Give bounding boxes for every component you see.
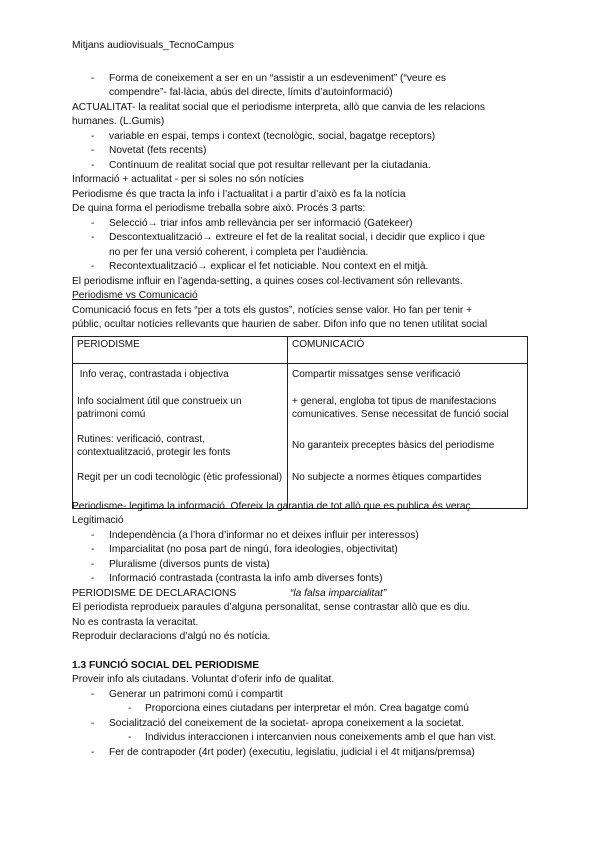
sub-bullet-dash: - bbox=[128, 732, 132, 743]
declarations-quote: “la falsa imparcialitat” bbox=[290, 588, 387, 599]
bullet-dash: - bbox=[91, 145, 95, 156]
table-cell: Info veraç, contrastada i objectiva bbox=[73, 364, 288, 392]
paragraph: Periodisme- legitima la informació. Ofereix la garantia de tot allò que es publica és veraç. bbox=[72, 501, 474, 512]
paragraph: humanes. (L.Gumis) bbox=[72, 116, 165, 127]
paragraph: Periodisme és que tracta la info i l’actualitat i a partir d’això es fa la notícia bbox=[72, 189, 406, 200]
table-cell: Rutines: verificació, contrast, contextualització, protegir les fonts bbox=[73, 432, 288, 464]
bullet-text: Novetat (fets recents) bbox=[109, 145, 207, 156]
paragraph: Legitimació bbox=[72, 515, 124, 526]
paragraph: ACTUALITAT- la realitat social que el periodisme interpreta, allò que canvia de les relacions bbox=[72, 102, 485, 113]
bullet-dash: - bbox=[91, 689, 95, 700]
table-header-cell: PERIODISME bbox=[73, 337, 288, 364]
sub-bullet-text: Individus interaccionen i intercanvien nous coneixements amb el que han vist. bbox=[145, 732, 497, 743]
table-cell: + general, engloba tot tipus de manifestacions comunicatives. Sense necessitat de funció social bbox=[288, 391, 528, 432]
paragraph: De quina forma el periodisme treballa sobre això. Procés 3 parts: bbox=[72, 203, 366, 214]
bullet-text: Selecció→ triar infos amb rellevància per ser informació (Gatekeer) bbox=[109, 218, 413, 229]
bullet-dash: - bbox=[91, 573, 95, 584]
paragraph: Comunicació focus en fets “per a tots els gustos”, notícies sense valor. Ho fan per tenir + bbox=[72, 305, 473, 316]
bullet-dash: - bbox=[91, 218, 95, 229]
bullet-text: Contínuum de realitat social que pot resultar rellevant per la ciutadania. bbox=[109, 160, 431, 171]
table-row bbox=[73, 364, 528, 392]
declarations-heading: PERIODISME DE DECLARACIONS bbox=[72, 588, 237, 599]
bullet-text: Forma de coneixement a ser en un “assistir a un esdeveniment” (“veure es bbox=[109, 73, 446, 84]
table-cell: Compartir missatges sense verificació bbox=[288, 364, 528, 392]
bullet-dash: - bbox=[91, 261, 95, 272]
bullet-text: variable en espai, temps i context (tecnològic, social, bagatge receptors) bbox=[109, 131, 436, 142]
bullet-text: Socialització del coneixement de la societat- apropa coneixement a la societat. bbox=[109, 718, 465, 729]
table-cell: Regit per un codi tecnològic (ètic professional) bbox=[73, 464, 288, 509]
bullet-text-cont: compendre”- fal·làcia, abús del directe, límits d’autoinformació) bbox=[109, 87, 393, 98]
paragraph: No es contrasta la veracitat. bbox=[72, 617, 199, 628]
paragraph: Proveir info als ciutadans. Voluntat d’oferir info de qualitat. bbox=[72, 674, 335, 685]
bullet-dash: - bbox=[91, 747, 95, 758]
bullet-dash: - bbox=[91, 718, 95, 729]
paragraph: El periodista reprodueix paraules d’alguna personalitat, sense contrastar allò que es diu. bbox=[72, 602, 471, 613]
sub-bullet-text: Proporciona eines ciutadans per interpretar el món. Crea bagatge comú bbox=[145, 703, 469, 714]
table-row bbox=[73, 432, 528, 464]
bullet-dash: - bbox=[91, 160, 95, 171]
bullet-text: Imparcialitat (no posa part de ningú, fora ideologies, objectivitat) bbox=[109, 544, 398, 555]
paragraph: El periodisme influir en l’agenda-setting, a quines coses col·lectivament són rellevants. bbox=[72, 276, 463, 287]
sub-bullet-dash: - bbox=[128, 703, 132, 714]
bullet-dash: - bbox=[91, 559, 95, 570]
bullet-text: Informació contrastada (contrasta la info amb diverses fonts) bbox=[109, 573, 383, 584]
bullet-dash: - bbox=[91, 131, 95, 142]
table-cell: No garanteix preceptes bàsics del periodisme bbox=[288, 432, 528, 464]
section-title: 1.3 FUNCIÓ SOCIAL DEL PERIODISME bbox=[72, 660, 259, 671]
underlined-heading: Periodisme vs Comunicació bbox=[72, 290, 198, 301]
bullet-text: Independència (a l’hora d’informar no et deixes influir per interessos) bbox=[109, 530, 419, 541]
paragraph: públic, ocultar notícies rellevants que haurien de saber. Difon info que no tenen utilitat social bbox=[72, 319, 488, 330]
paragraph: Reproduir declaracions d’algú no és notícia. bbox=[72, 631, 271, 642]
bullet-dash: - bbox=[91, 544, 95, 555]
bullet-text: Pluralisme (diversos punts de vista) bbox=[109, 559, 270, 570]
bullet-text: Descontextualització→ extreure el fet de la realitat social, i decidir que explico i que bbox=[109, 232, 486, 243]
bullet-text: Fer de contrapoder (4rt poder) (executiu, legislatiu, judicial i el 4t mitjans/premsa) bbox=[109, 747, 475, 758]
table-header-cell: COMUNICACIÓ bbox=[288, 337, 528, 364]
bullet-text: Recontextualització→ explicar el fet noticiable. Nou context en el mitjà. bbox=[109, 261, 429, 272]
bullet-text-cont: no per fer una versió coherent, i completa per l’audiència. bbox=[109, 247, 369, 258]
bullet-dash: - bbox=[91, 530, 95, 541]
bullet-dash: - bbox=[91, 232, 95, 243]
bullet-dash: - bbox=[91, 73, 95, 84]
page-header: Mitjans audiovisuals_TecnoCampus bbox=[72, 40, 234, 51]
comparison-table bbox=[72, 336, 528, 509]
table-header-row bbox=[73, 337, 528, 364]
paragraph: Informació + actualitat - per si soles no són notícies bbox=[72, 174, 304, 185]
bullet-text: Generar un patrimoni comú i compartit bbox=[109, 689, 283, 700]
table-cell: Info socialment útil que construeix un patrimoni comú bbox=[73, 391, 288, 432]
table-row bbox=[73, 391, 528, 432]
table-cell: No subjecte a normes ètiques compartides bbox=[288, 464, 528, 509]
